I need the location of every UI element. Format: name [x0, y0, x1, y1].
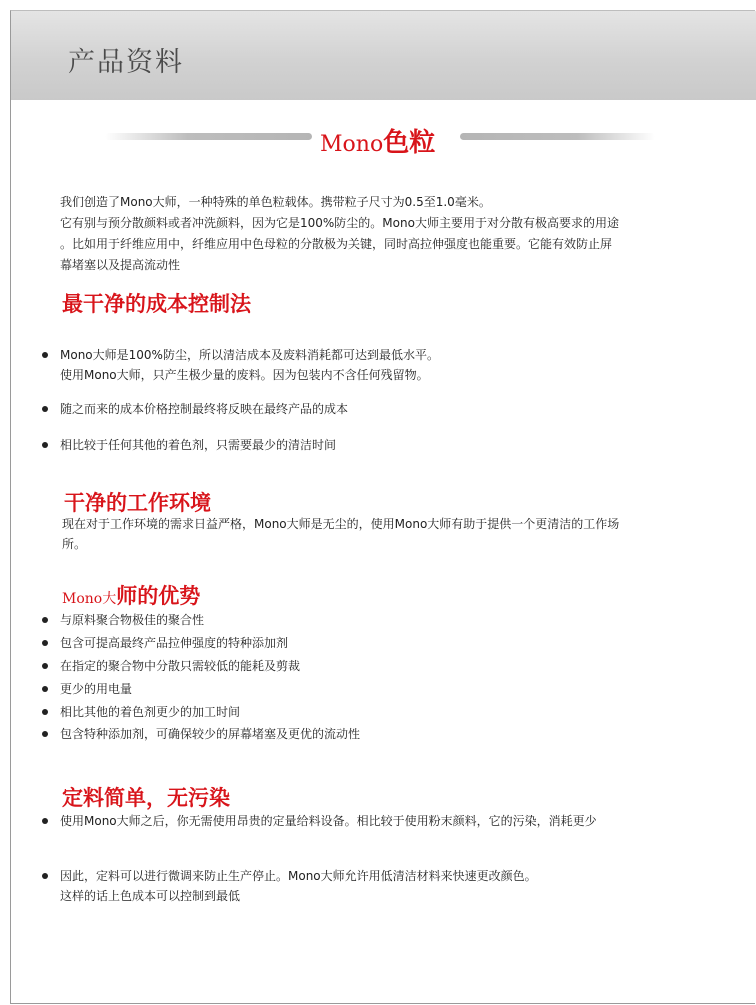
- list-item: [42, 724, 702, 744]
- list-item: [42, 399, 702, 419]
- list-item-line: Mono大师是100%防尘，所以清洁成本及废料消耗都可达到最低水平。: [60, 348, 439, 362]
- section-heading-clean-environment: 干净的工作环境: [64, 491, 211, 515]
- bullet-icon: [42, 663, 48, 669]
- list-item-line: 相比较于任何其他的着色剂，只需要最少的清洁时间: [60, 438, 337, 452]
- product-title-latin: Mono: [320, 132, 384, 157]
- list-item-text: 相比其他的着色剂更少的加工时间: [60, 705, 241, 719]
- heading-latin: Mono大: [62, 591, 117, 607]
- bullet-icon: [42, 352, 48, 358]
- bullet-icon: [42, 442, 48, 448]
- list-item-text: 包含可提高最终产品拉伸强度的特种添加剂: [60, 636, 289, 650]
- bullet-icon: [42, 640, 48, 646]
- bullet-icon: [42, 686, 48, 692]
- list-item-text: 与原料聚合物极佳的聚合性: [60, 613, 205, 627]
- bullet-icon: [42, 731, 48, 737]
- intro-line: 我们创造了Mono大师，一种特殊的单色粒载体。携带粒子尺寸为0.5至1.0毫米。: [60, 195, 491, 209]
- list-item-text: 在指定的聚合物中分散只需较低的能耗及剪裁: [60, 659, 301, 673]
- intro-line: 它有别与预分散颜料或者冲洗颜料，因为它是100%防尘的。Mono大师主要用于对分散有极高要求的用途: [60, 216, 619, 230]
- title-divider-right: [460, 133, 655, 140]
- list-item-line: 这样的话上色成本可以控制到最低: [60, 889, 241, 903]
- bullet-icon: [42, 818, 48, 824]
- list-item: [42, 811, 702, 831]
- product-title: [320, 122, 435, 159]
- bullet-icon: [42, 873, 48, 879]
- list-item-text: 更少的用电量: [60, 682, 133, 696]
- bullet-icon: [42, 709, 48, 715]
- list-item: [42, 656, 702, 676]
- list-item-line: 随之而来的成本价格控制最终将反映在最终产品的成本: [60, 402, 349, 416]
- intro-line: 幕堵塞以及提高流动性: [60, 258, 181, 272]
- list-item: [42, 435, 702, 455]
- section-heading-cost-control: 最干净的成本控制法: [62, 292, 251, 316]
- list-item: [42, 345, 702, 385]
- list-item-line: 因此，定料可以进行微调来防止生产停止。Mono大师允许用低清洁材料来快速更改颜色。: [60, 869, 537, 883]
- product-title-cn: 色粒: [383, 128, 436, 158]
- heading-cn: 师的优势: [116, 584, 201, 608]
- page-title: 产品资料: [68, 47, 184, 78]
- paragraph-line: 所。: [62, 537, 87, 551]
- section-heading-simple-dosing: 定料简单，无污染: [62, 786, 230, 810]
- list-item-line: 使用Mono大师之后，你无需使用昂贵的定量给料设备。相比较于使用粉末颜料，它的污染，消耗更少: [60, 814, 597, 828]
- list-item-line: 使用Mono大师，只产生极少量的废料。因为包装内不含任何残留物。: [60, 368, 429, 382]
- list-item: [42, 610, 702, 630]
- title-divider-left: [105, 133, 312, 140]
- list-item-text: 包含特种添加剂，可确保较少的屏幕堵塞及更优的流动性: [60, 727, 361, 741]
- section-heading-advantages: [62, 580, 200, 610]
- intro-paragraph: [60, 192, 710, 276]
- intro-line: 。比如用于纤维应用中，纤维应用中色母粒的分散极为关键，同时高拉伸强度也能重要。它能有效防止屏: [60, 237, 613, 251]
- list-item: [42, 633, 702, 653]
- bullet-icon: [42, 617, 48, 623]
- list-item: [42, 702, 702, 722]
- environment-paragraph: [62, 514, 682, 554]
- bullet-icon: [42, 406, 48, 412]
- list-item: [42, 866, 702, 906]
- paragraph-line: 现在对于工作环境的需求日益严格，Mono大师是无尘的，使用Mono大师有助于提供一个更清洁的工作场: [62, 517, 620, 531]
- list-item: [42, 679, 702, 699]
